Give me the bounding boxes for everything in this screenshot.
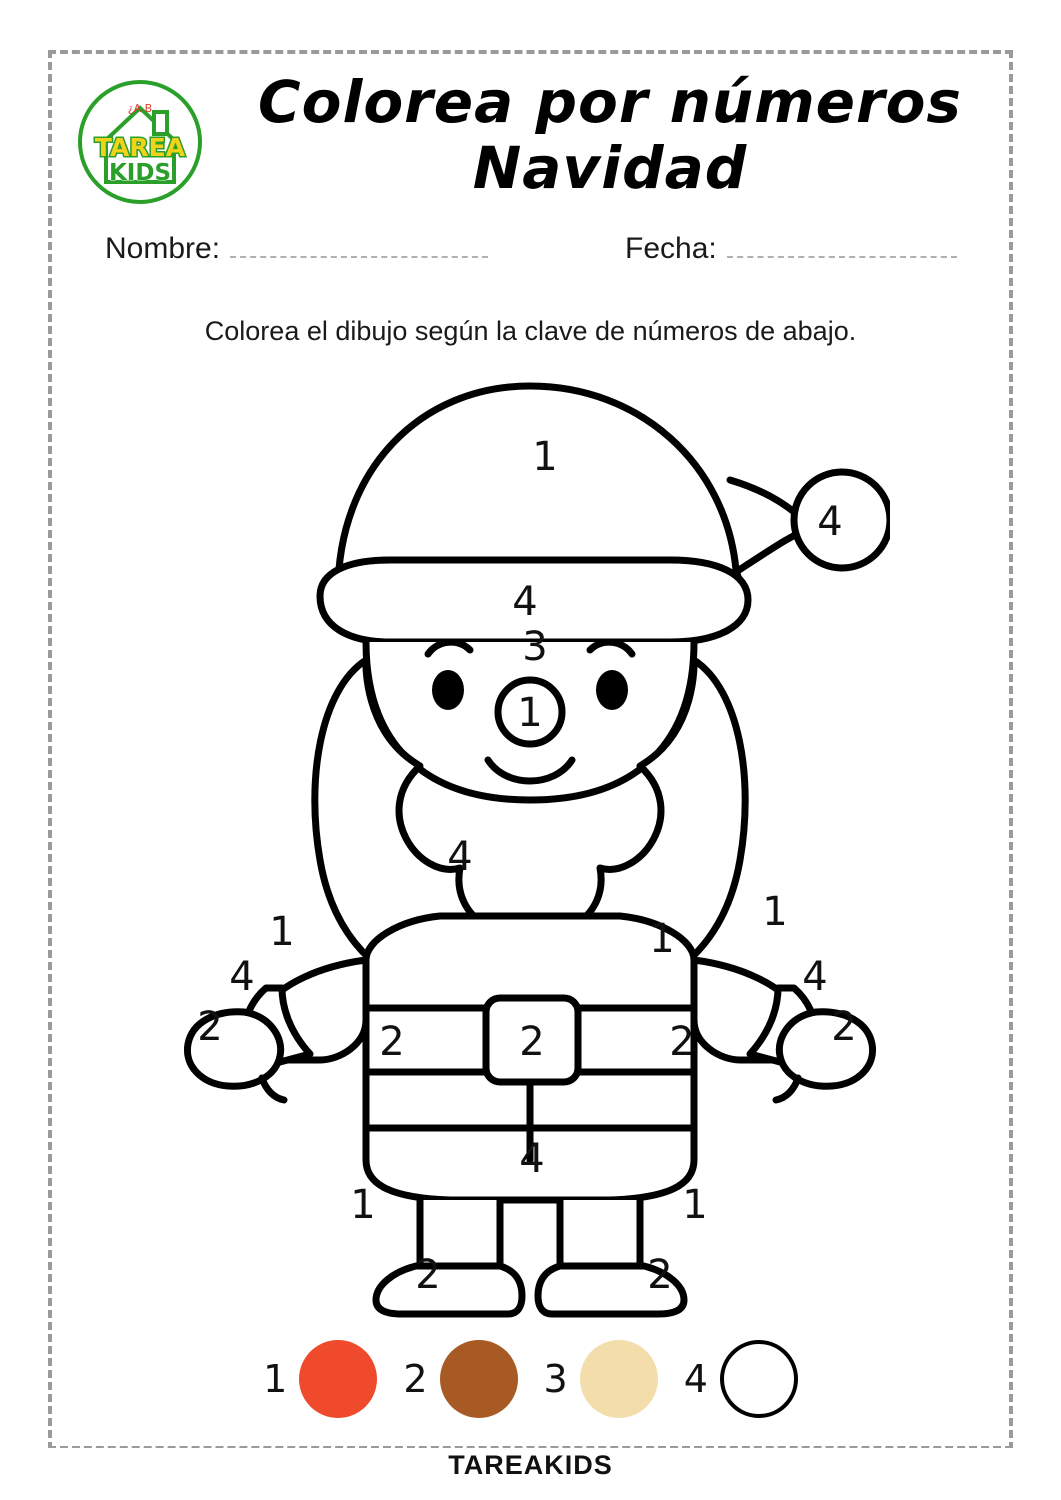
svg-text:2: 2 — [669, 1019, 695, 1065]
date-input-line[interactable] — [727, 236, 957, 258]
title-line-2: Navidad — [472, 134, 748, 202]
legend-item — [544, 1340, 658, 1418]
legend-swatch-1 — [299, 1340, 377, 1418]
legend-swatch-4 — [720, 1340, 798, 1418]
svg-text:1: 1 — [350, 1182, 376, 1228]
coloring-illustration — [170, 360, 890, 1320]
logo-text-bottom: KIDS — [108, 160, 172, 186]
name-field[interactable] — [105, 232, 488, 266]
santa-line-art — [170, 360, 890, 1320]
legend-number: 2 — [403, 1357, 428, 1401]
svg-text:2: 2 — [519, 1019, 545, 1065]
date-field[interactable] — [625, 232, 957, 266]
svg-text:4: 4 — [447, 834, 473, 880]
color-key-legend — [0, 1340, 1061, 1418]
title-line-1: Colorea por números — [258, 68, 962, 136]
svg-text:1: 1 — [517, 690, 543, 736]
student-fields — [95, 232, 975, 282]
svg-text:4: 4 — [802, 954, 828, 1000]
svg-text:1: 1 — [269, 909, 295, 955]
svg-text:4: 4 — [817, 499, 843, 545]
logo-text-top: TAREA — [94, 133, 186, 162]
logo-icon — [76, 78, 204, 206]
footer-text: TAREAKIDS — [432, 1450, 629, 1480]
instruction-text: Colorea el dibujo según la clave de números de abajo. — [204, 316, 857, 346]
svg-text:1: 1 — [762, 889, 788, 935]
svg-text:2: 2 — [647, 1252, 673, 1298]
svg-text:2: 2 — [379, 1019, 405, 1065]
legend-number: 4 — [683, 1357, 708, 1401]
svg-text:1: 1 — [682, 1182, 708, 1228]
date-label: Fecha: — [625, 232, 717, 265]
svg-text:2: 2 — [831, 1004, 857, 1050]
legend-number: 1 — [263, 1357, 288, 1401]
footer-brand — [0, 1448, 1061, 1483]
svg-text:2: 2 — [197, 1004, 223, 1050]
svg-text:4: 4 — [229, 954, 255, 1000]
legend-swatch-2 — [440, 1340, 518, 1418]
svg-text:1: 1 — [649, 916, 675, 962]
tareakids-logo — [76, 78, 204, 206]
name-label: Nombre: — [105, 232, 221, 265]
page-title — [230, 70, 990, 202]
svg-text:2: 2 — [415, 1252, 441, 1298]
legend-item — [263, 1340, 377, 1418]
svg-text:3: 3 — [522, 624, 548, 670]
legend-item — [403, 1340, 517, 1418]
svg-text:¿A B: ¿A B — [127, 102, 153, 115]
legend-item — [684, 1340, 798, 1418]
svg-text:4: 4 — [519, 1136, 545, 1182]
name-input-line[interactable] — [230, 236, 488, 258]
legend-number: 3 — [543, 1357, 568, 1401]
svg-text:4: 4 — [512, 579, 538, 625]
legend-swatch-3 — [580, 1340, 658, 1418]
svg-text:1: 1 — [532, 434, 558, 480]
